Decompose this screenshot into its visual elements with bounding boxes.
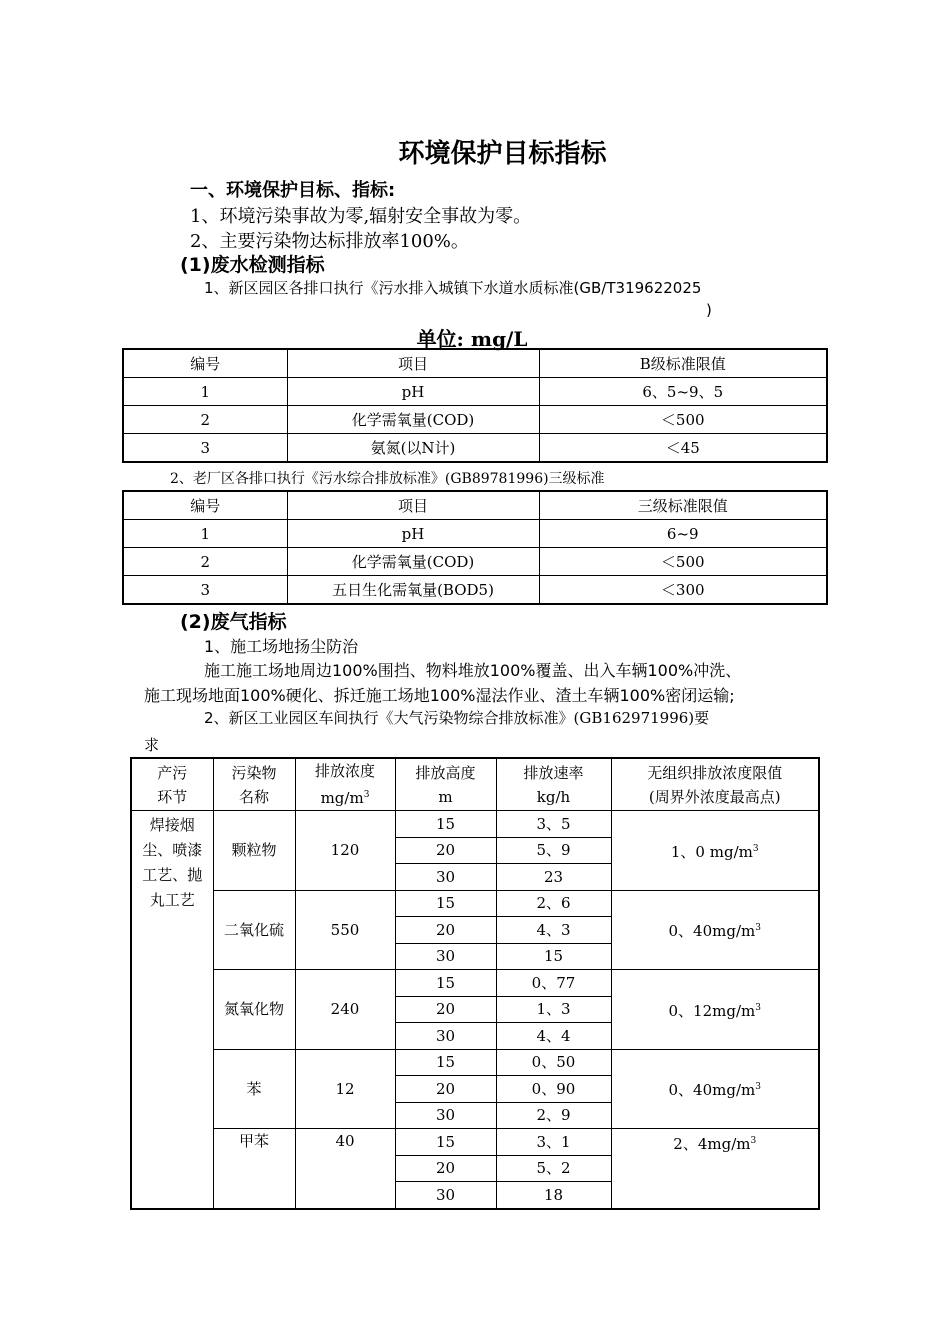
exhaust-item-1: 1、施工场地扬尘防治 <box>204 637 359 656</box>
height-value: 15 <box>395 970 496 997</box>
height-value: 30 <box>395 1102 496 1129</box>
table-cell: 6~9 <box>539 520 827 548</box>
exhaust-item-2-a: 2、新区工业园区车间执行《大气污染物综合排放 <box>204 709 529 727</box>
table-row <box>123 434 827 463</box>
height-value: 15 <box>395 811 496 838</box>
limit-value: 1、0 $mg/m^3$ <box>611 811 819 891</box>
limit-value: 0、$40mg/m^3$ <box>611 1049 819 1129</box>
concentration-value: 550 <box>295 890 395 970</box>
height-value: 15 <box>395 890 496 917</box>
height-value: 30 <box>395 943 496 970</box>
rate-value: 15 <box>496 943 611 970</box>
table-row <box>131 811 819 838</box>
header-concentration: 排放浓度 $mg/m^3$ <box>295 758 395 811</box>
rate-value: 2、6 <box>496 890 611 917</box>
target-item-2: 2、主要污染物达标排放率100%。 <box>190 231 469 252</box>
unit-label: 单位: mg/L <box>416 327 528 351</box>
concentration-value: 240 <box>295 970 395 1050</box>
height-value: 15 <box>395 1129 496 1156</box>
header-process: 产污 环节 <box>131 758 213 811</box>
height-value: 15 <box>395 1049 496 1076</box>
table-row <box>123 548 827 576</box>
rate-value: 2、9 <box>496 1102 611 1129</box>
rate-value: 5、2 <box>496 1155 611 1182</box>
exhaust-dust-measures-2: 施工现场地面100%硬化、拆迁施工场地100%湿法作业、渣土车辆100%密闭运输; <box>144 686 735 705</box>
table-cell: 1 <box>123 378 287 406</box>
table-header-row <box>123 349 827 378</box>
process-cell: 焊接烟 尘、喷漆 工艺、抛 丸工艺 <box>131 811 213 1209</box>
height-value: 20 <box>395 1076 496 1103</box>
table-row <box>131 1129 819 1156</box>
table-row <box>131 970 819 997</box>
concentration-value: 120 <box>295 811 395 891</box>
header-limit: 无组织排放浓度限值 (周界外浓度最高点) <box>611 758 819 811</box>
rate-value: 18 <box>496 1182 611 1209</box>
header-rate: 排放速率 kg/h <box>496 758 611 811</box>
header-height: 排放高度 m <box>395 758 496 811</box>
exhaust-dust-measures-1: 施工施工场地周边100%围挡、物料堆放100%覆盖、出入车辆100%冲洗、 <box>204 661 742 680</box>
concentration-value: 12 <box>295 1049 395 1129</box>
exhaust-item-2-b: 标准》(GB162971996)要 <box>528 709 710 727</box>
rate-value: 3、5 <box>496 811 611 838</box>
wastewater-standard-1-end: ) <box>706 301 712 319</box>
table-row <box>131 890 819 917</box>
pollutant-name: 苯 <box>213 1049 295 1129</box>
table-cell: ＜300 <box>539 576 827 605</box>
table-header: 编号 <box>123 491 287 520</box>
rate-value: 5、9 <box>496 837 611 864</box>
pollutant-name: 甲苯 <box>213 1129 295 1209</box>
table-cell: ＜45 <box>539 434 827 463</box>
exhaust-item-2-c: 求 <box>144 736 160 754</box>
header-pollutant: 污染物 名称 <box>213 758 295 811</box>
pollutant-name: 颗粒物 <box>213 811 295 891</box>
height-value: 20 <box>395 1155 496 1182</box>
concentration-value: 40 <box>295 1129 395 1209</box>
table-row <box>123 406 827 434</box>
limit-value: 0、$40mg/m^3$ <box>611 890 819 970</box>
table-cell: 氨氮(以N计) <box>287 434 539 463</box>
table-row <box>123 378 827 406</box>
exhaust-table <box>130 757 820 1210</box>
rate-value: 0、77 <box>496 970 611 997</box>
rate-value: 0、50 <box>496 1049 611 1076</box>
table-cell: 化学需氧量(COD) <box>287 548 539 576</box>
exhaust-heading: (2)废气指标 <box>180 611 287 633</box>
rate-value: 4、4 <box>496 1023 611 1050</box>
wastewater-table-old-area <box>122 490 828 605</box>
rate-value: 23 <box>496 864 611 891</box>
table-cell: 2 <box>123 548 287 576</box>
wastewater-table-new-area <box>122 348 828 463</box>
table-header: 项目 <box>287 349 539 378</box>
rate-value: 3、1 <box>496 1129 611 1156</box>
height-value: 30 <box>395 1182 496 1209</box>
table-header-row <box>131 758 819 811</box>
table-cell: ＜500 <box>539 548 827 576</box>
table-row <box>123 576 827 605</box>
table-cell: 6、5~9、5 <box>539 378 827 406</box>
rate-value: 1、3 <box>496 996 611 1023</box>
height-value: 30 <box>395 864 496 891</box>
height-value: 20 <box>395 917 496 944</box>
table-header: 项目 <box>287 491 539 520</box>
table-header: 编号 <box>123 349 287 378</box>
table-cell: 3 <box>123 434 287 463</box>
table-header-row <box>123 491 827 520</box>
rate-value: 4、3 <box>496 917 611 944</box>
section-heading-targets: 一、环境保护目标、指标: <box>190 180 396 201</box>
pollutant-name: 二氧化硫 <box>213 890 295 970</box>
table-cell: 2 <box>123 406 287 434</box>
page-title: 环境保护目标指标 <box>398 139 607 169</box>
rate-value: 0、90 <box>496 1076 611 1103</box>
height-value: 30 <box>395 1023 496 1050</box>
table-cell: pH <box>287 378 539 406</box>
table-header: B级标准限值 <box>539 349 827 378</box>
table-header: 三级标准限值 <box>539 491 827 520</box>
wastewater-standard-2: 2、老厂区各排口执行《污水综合排放标准》(GB89781996)三级标准 <box>170 471 605 487</box>
wastewater-heading: (1)废水检测指标 <box>180 254 325 276</box>
height-value: 20 <box>395 996 496 1023</box>
table-row <box>123 520 827 548</box>
table-cell: 3 <box>123 576 287 605</box>
height-value: 20 <box>395 837 496 864</box>
limit-value: 0、$12mg/m^3$ <box>611 970 819 1050</box>
table-cell: 五日生化需氧量(BOD5) <box>287 576 539 605</box>
table-cell: ＜500 <box>539 406 827 434</box>
wastewater-standard-1: 1、新区园区各排口执行《污水排入城镇下水道水质标准(GB/T319622025 <box>204 279 702 297</box>
pollutant-name: 氮氧化物 <box>213 970 295 1050</box>
target-item-1: 1、环境污染事故为零,辐射安全事故为零。 <box>190 206 532 227</box>
table-cell: 化学需氧量(COD) <box>287 406 539 434</box>
exhaust-item-2 <box>204 707 709 728</box>
table-cell: 1 <box>123 520 287 548</box>
table-cell: pH <box>287 520 539 548</box>
limit-value: 2、$4mg/m^3$ <box>611 1129 819 1209</box>
table-row <box>131 1049 819 1076</box>
